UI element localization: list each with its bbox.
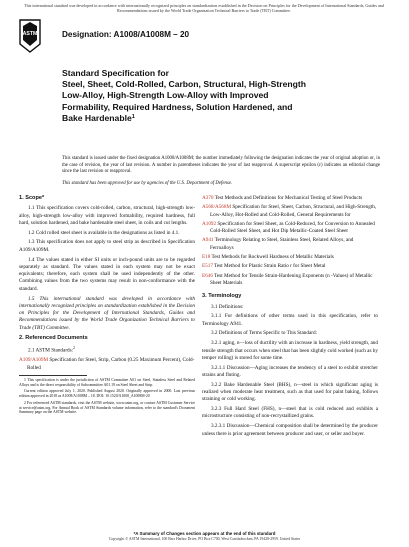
left-column [19,195,195,417]
title-line: Standard Specification for [62,68,169,78]
scope-heading: 1. Scope* [19,195,45,201]
scope-paragraph-wto: 1.5 This international standard was developed in accordance with internationally recognized principles on standardization established in the Decision on Principles for the Development of International Standards, Guides and Recommendations issued by the World Trade Organization Technical Barriers to Trade (TBT) Committee. [19,295,195,331]
footnote: 2 For referenced ASTM standards, visit the ASTM website, www.astm.org, or contact ASTM Customer Service at service@astm.org. For Annual Book of ASTM Standards volume information, refer to the standard's Document Summary page on the ASTM website. [19,400,195,415]
reference-link[interactable]: A1092 [202,220,217,227]
footnote: Current edition approved July 1, 2020. Published August 2020. Originally approved in 2000. Last previous edition approved in 2018 as A1008/A1008M – 18. DOI: 10.1520/A1008_A1008M-20 [19,389,195,399]
reference-link[interactable]: E517 [202,263,213,270]
reference-item: A941 Terminology Relating to Steel, Stainless Steel, Related Alloys, and Ferroalloys [202,237,354,251]
dod-approval-note: This standard has been approved for use by agencies of the U.S. Department of Defense. [62,181,233,186]
copyright-line: Copyright © ASTM International, 100 Barr Harbor Drive, PO Box C700, West Conshohocken, PA 19428-2959. United States [108,537,301,541]
scope-paragraph: 1.1 This specification covers cold-rolled, carbon, structural, high-strength low-alloy, high-strength low-alloy with improved formability, required hardness, full hard, solution hardened, and bake hardenable steel sheet, in coils and cut lengths. [19,205,195,226]
title-line: Low-Alloy, High-Strength Low-Alloy with Improved [62,90,269,101]
terminology-paragraph: 3.2 Definitions of Terms Specific to This Standard: [211,330,318,337]
right-column [202,195,378,440]
reference-item: E18 Test Methods for Rockwell Hardness of Metallic Materials [202,254,334,261]
footnote-mark: 2 [73,345,75,350]
scope-paragraph: 1.4 The values stated in either SI units or inch-pound units are to be regarded separately as standard. The values stated in each system may not be exact equivalents; therefore, each system shall be used independently of the other. Combining values from the two systems may result in non-conformance with the standard. [19,256,195,292]
scope-paragraph: 1.3 This specification does not apply to steel strip as described in Specification A109/A109M. [19,239,195,253]
terminology-heading: 3. Terminology [202,293,242,300]
designation: Designation: A1008/A1008M – 20 [62,30,190,39]
terminology-paragraph: 3.2.3 Full Hard Steel (FHS), n—steel that is cold reduced and exhibits a microstructure consisting of non-recrystallized grains. [202,406,378,420]
reference-item: A109/A109M Specification for Steel, Strip, Carbon (0.25 Maximum Percent), Cold-Rolled [19,357,195,371]
scope-paragraph: 1.2 Cold rolled steel sheet is available in the designations as listed in 4.1. [28,229,180,236]
reference-link[interactable]: E646 [202,272,213,279]
reference-item: E517 Test Method for Plastic Strain Ratio r for Sheet Metal [202,263,326,270]
issuance-note: This standard is issued under the fixed designation A1008/A1008M; the number immediately following the designation indicates the year of original adoption or, in the case of revision, the year of last revision. A number in parentheses indicates the year of last reapproval. A superscript epsilon (ε) indicates an editorial change since the last revision or reapproval. [62,156,380,175]
svg-text:ASTM: ASTM [22,31,38,37]
astm-logo [19,18,41,54]
reference-item: A1092 Specification for Steel Sheet, as Cold-Reduced, for Conversion to Annealed Cold-Rolled Steel Sheet, and Hot Dip Metallic-Coated Steel Sheet [202,220,375,235]
reference-link[interactable]: A370 [202,195,214,201]
terminology-paragraph: 3.1 Definitions: [211,303,244,310]
terminology-paragraph: 3.1.1 For definitions of other terms used in this specification, refer to Terminology A941. [202,313,378,327]
title-line: Steel, Sheet, Cold-Rolled, Carbon, Structural, High-Strength [62,79,306,90]
title-line: Bake Hardenable$^1$ [62,112,135,123]
reference-link[interactable]: A568/A568M [202,204,232,211]
referenced-documents-heading: 2. Referenced Documents [19,334,88,341]
astm-standards-label: 2.1 ASTM Standards:$^2$ [28,345,75,354]
footnote: 1 This specification is under the jurisdiction of ASTM Committee A01 on Steel, Stainless Steel and Related Alloys and is the direct responsibility of Subcommittee A01.19 on Steel Sheet and Strip. [19,377,195,387]
reference-item: A568/A568M Specification for Steel, Sheet, Carbon, Structural, and High-Strength, Low-Alloy, Hot-Rolled and Cold-Rolled, General Requirements for [202,204,377,218]
reference-link[interactable]: E18 [202,254,211,261]
summary-of-changes-note: *A Summary of Changes section appears at the end of this standard [133,531,276,536]
standard-title [62,68,362,124]
reference-item: A370 Test Methods and Definitions for Mechanical Testing of Steel Products [202,195,363,201]
reference-link[interactable]: A109/A109M [19,357,49,364]
terminology-paragraph: 3.2.1.1 Discussion—Aging increases the tendency of a steel to exhibit stretcher strains and fluting. [202,364,378,378]
terminology-paragraph: 3.2.3.1 Discussion—Chemical composition shall be determined by the producer unless there is prior agreement between producer and user, or seller and buyer. [202,423,378,437]
reference-item: E646 Test Method for Tensile Strain-Hardening Exponents (n -Values) of Metallic Sheet Materials [202,272,373,286]
footnote-rule [19,375,87,376]
title-footnote-mark: 1 [131,113,135,120]
terminology-paragraph: 3.2.2 Bake Hardenable Steel (BHS), n—steel in which significant aging is realized when moderate heat treatment, such as that used for paint baking, follows straining or cold working. [202,381,378,403]
reference-link[interactable]: A941 [202,237,214,244]
title-line: Formability, Required Hardness, Solution Hardened, and [62,101,293,112]
terminology-paragraph: 3.2.1 aging, n—loss of ductility with an increase in hardness, yield strength, and tensile strength that occurs when steel that has been slightly cold worked (such as by temper rolling) is stored for some time. [202,340,378,361]
wto-notice: This international standard was developed in accordance with internationally recognized principles on standardization established in the Decision on Principles for the Development of International Standards, Guides and Recommendations issued by the World Trade Organization Technical Barriers to Trade (TBT) Committee. [24,3,384,13]
